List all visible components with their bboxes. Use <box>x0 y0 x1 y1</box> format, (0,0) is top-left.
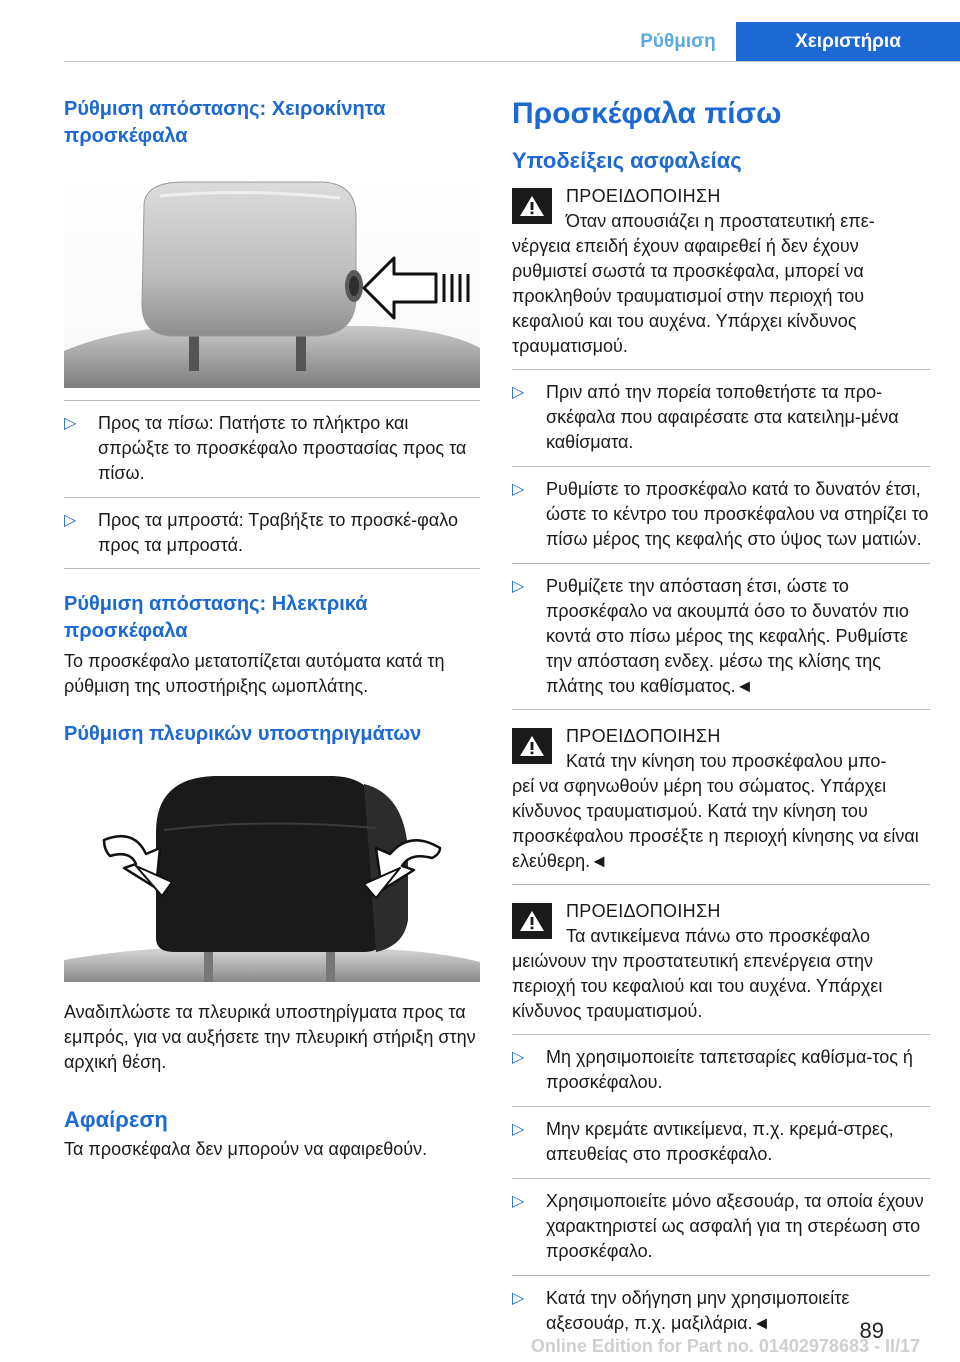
heading-rear-headrests: Προσκέφαλα πίσω <box>512 97 782 130</box>
warning-header <box>512 899 930 949</box>
list-item: ▷ Κατά την οδήγηση μην χρησιμοποιείτε αξεσουάρ, π.χ. μαξιλάρια.◄ <box>512 1275 930 1336</box>
warning-title: ΠΡΟΕΙΔΟΠΟΙΗΣΗ <box>566 186 721 206</box>
left-column <box>64 96 480 1162</box>
triangle-bullet-icon: ▷ <box>64 415 77 432</box>
edition-footer: Online Edition for Part no. 01402978683 - II/17 <box>530 1336 920 1356</box>
warning-text: νέργεια επειδή έχουν αφαιρεθεί ή δεν έχουν ρυθμιστεί σωστά τα προσκέφαλα, μπορεί να προκληθούν τραυματισμοί στην περιοχή του κεφαλιού και του αυχένα. Υπάρχει κίνδυνος τραυματισμού. <box>512 236 865 356</box>
heading-safety-notes: Υποδείξεις ασφαλείας <box>512 148 742 173</box>
warning-title: ΠΡΟΕΙΔΟΠΟΙΗΣΗ <box>566 726 721 746</box>
side-supports-figure <box>64 770 480 982</box>
removal-text: Τα προσκέφαλα δεν μπορούν να αφαιρεθούν. <box>64 1139 428 1159</box>
warning-list <box>512 369 930 710</box>
warning-text: ρεί να σφηνωθούν μέρη του σώματος. Υπάρχει κίνδυνος τραυματισμού. Κατά την κίνηση του προσκέφαλου προσέξτε η περιοχή κίνησης να είναι ελεύθερη.◄ <box>512 776 919 871</box>
warning-header <box>512 724 930 774</box>
header-tabs <box>620 22 960 62</box>
triangle-bullet-icon: ▷ <box>512 1193 525 1210</box>
warning-header <box>512 184 930 234</box>
tab-settings[interactable]: Ρύθμιση <box>640 31 716 52</box>
triangle-bullet-icon: ▷ <box>64 512 77 529</box>
side-supports-text: Αναδιπλώστε τα πλευρικά υποστηρίγματα προς τα εμπρός, για να αυξήσετε την πλευρική στήριξη στην αρχική θέση. <box>64 1002 476 1072</box>
right-column <box>512 96 930 1336</box>
warning-first-line: Κατά την κίνηση του προσκέφαλου μπο- <box>566 751 887 771</box>
divider <box>512 884 930 885</box>
list-item: ▷ Χρησιμοποιείτε μόνο αξεσουάρ, τα οποία έχουν χαρακτηριστεί ως ασφαλή για τη στερέωση στο προσκέφαλο. <box>512 1178 930 1264</box>
triangle-bullet-icon: ▷ <box>512 1049 525 1066</box>
warning-block-3 <box>512 899 930 1336</box>
triangle-bullet-icon: ▷ <box>512 578 525 595</box>
list-item: ▷ Πριν από την πορεία τοποθετήστε τα προ-σκέφαλα που αφαιρέσατε στα κατειλημ-μένα καθίσματα. <box>512 382 899 452</box>
list-item: ▷ Ρυθμίστε το προσκέφαλο κατά το δυνατόν έτσι, ώστε το κέντρο του προσκέφαλου να στηρίζει το πίσω μέρος της κεφαλής στο ύψος των ματιών. <box>512 466 930 552</box>
manual-adjust-list <box>64 400 480 569</box>
list-item: ▷ Μη χρησιμοποιείτε ταπετσαρίες καθίσμα-τος ή προσκέφαλου. <box>512 1047 913 1092</box>
headrest-button-illustration <box>64 176 480 388</box>
list-item: ▷ Ρυθμίζετε την απόσταση έτσι, ώστε το προσκέφαλο να ακουμπά όσο το δυνατόν πιο κοντά στο πίσω μέρος της κεφαλής. Ρυθμίστε την απόσταση ενδεχ. μέσω της κλίσης της πλάτης του καθίσματος.◄ <box>512 563 930 699</box>
warning-triangle-icon <box>512 903 552 939</box>
warning-first-line: Τα αντικείμενα πάνω στο προσκέφαλο <box>566 926 870 946</box>
page-number: 89 <box>859 1318 884 1343</box>
warning-triangle-icon <box>512 728 552 764</box>
tab-controls[interactable]: Χειριστήρια <box>736 22 960 62</box>
warning-first-line: Όταν απουσιάζει η προστατευτική επε- <box>566 211 875 231</box>
side-supports-illustration <box>64 770 480 982</box>
triangle-bullet-icon: ▷ <box>512 481 525 498</box>
list-item: ▷ Προς τα μπροστά: Τραβήξτε το προσκέ-φαλο προς τα μπροστά. <box>64 497 480 558</box>
warning-text: μειώνουν την προστατευτική επενέργεια στην περιοχή του κεφαλιού και του αυχένα. Υπάρχει κίνδυνος τραυματισμού. <box>512 951 883 1021</box>
heading-side-supports: Ρύθμιση πλευρικών υποστηριγμάτων <box>64 723 422 745</box>
heading-electric-headrest: Ρύθμιση απόστασης: Ηλεκτρικά προσκέφαλα <box>64 593 368 642</box>
header-divider <box>64 61 960 62</box>
heading-removal: Αφαίρεση <box>64 1107 168 1132</box>
list-item: ▷ Προς τα πίσω: Πατήστε το πλήκτρο και σπρώξτε το προσκέφαλο προστασίας προς τα πίσω. <box>64 413 467 483</box>
triangle-bullet-icon: ▷ <box>512 1121 525 1138</box>
warning-block-2 <box>512 724 930 885</box>
warning-block-1 <box>512 184 930 710</box>
warning-list <box>512 1034 930 1336</box>
headrest-manual-figure <box>64 176 480 388</box>
warning-triangle-icon <box>512 188 552 224</box>
list-item: ▷ Μην κρεμάτε αντικείμενα, π.χ. κρεμά-στρες, απευθείας στο προσκέφαλο. <box>512 1106 930 1167</box>
heading-manual-headrest: Ρύθμιση απόστασης: Χειροκίνητα προσκέφαλα <box>64 98 386 147</box>
triangle-bullet-icon: ▷ <box>512 1290 525 1307</box>
warning-title: ΠΡΟΕΙΔΟΠΟΙΗΣΗ <box>566 901 721 921</box>
triangle-bullet-icon: ▷ <box>512 384 525 401</box>
electric-headrest-text: Το προσκέφαλο μετατοπίζεται αυτόματα κατά τη ρύθμιση της υποστήριξης ωμοπλάτης. <box>64 651 445 696</box>
